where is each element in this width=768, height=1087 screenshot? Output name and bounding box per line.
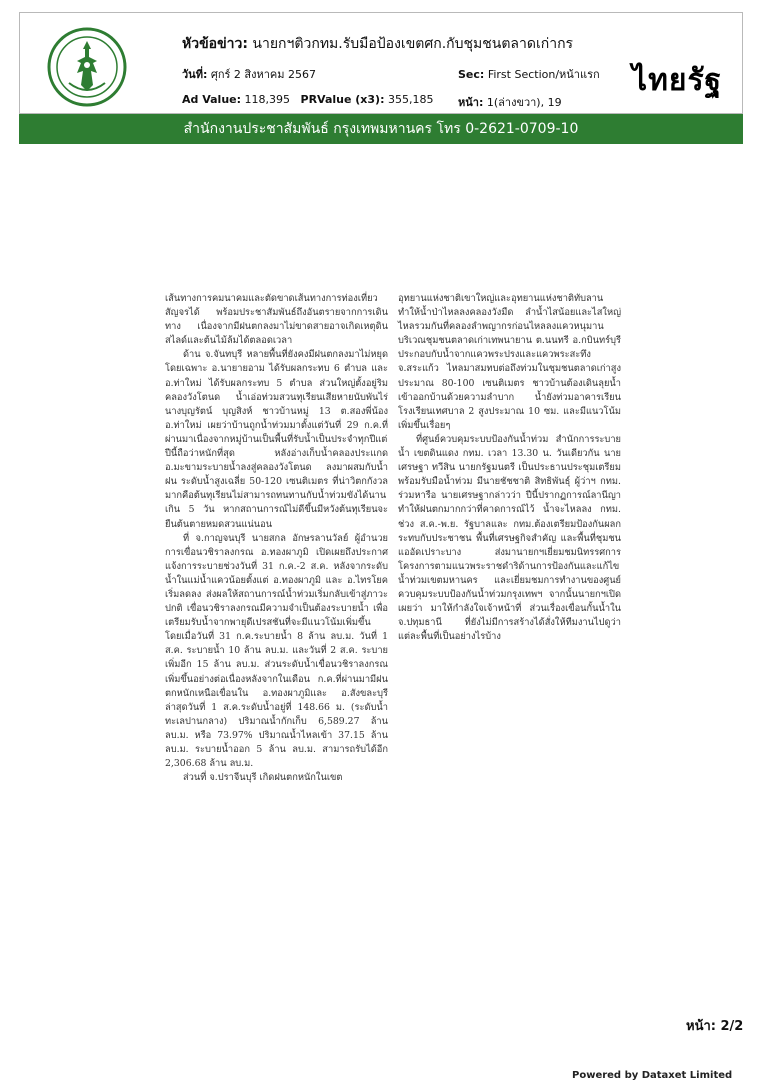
article-column-2 [398, 292, 621, 644]
section-info [458, 65, 600, 83]
article-column-1 [165, 292, 388, 785]
headline-line [182, 33, 573, 55]
thairath-masthead-logo: ไทยรัฐ [632, 63, 723, 98]
headline-text: นายกฯติวกทม.รับมือป้องเขตศก.กับชุมชนตลาดเก่ากร [252, 36, 574, 52]
section-value: First Section/หน้าแรก [487, 68, 600, 81]
article-paragraph: ที่ จ.กาญจนบุรี นายสกล อักษรลานวัลย์ ผู้อำนวยการเขื่อนวชิราลงกรณ อ.ทองผาภูมิ เปิดเผยถึงประกาศแจ้งการระบายช่วงวันที่ 31 ก.ค.-2 ส.ค. หลังจากระดับน้ำในแม่น้ำแควน้อยตั้งแต่ อ.ทองผาภูมิ และ อ.ไทรโยค เริ่มลดลง ส่งผลให้สถานการณ์น้ำท่วมเริ่มกลับเข้าสู่ภาวะปกติ เขื่อนวชิราลงกรณมีความจำเป็นต้องระบายน้ำ เพื่อเตรียมรับน้ำจากพายุดีเปรสชันที่จะมีแนวโน้มเพิ่มขึ้น โดยเมื่อวันที่ 31 ก.ค.ระบายน้ำ 8 ล้าน ลบ.ม. วันที่ 1 ส.ค. ระบายน้ำ 10 ล้าน ลบ.ม. และวันที่ 2 ส.ค. ระบายเพิ่มอีก 15 ล้าน ลบ.ม. ส่วนระดับน้ำเขื่อนวชิราลงกรณเพิ่มขึ้นอย่างต่อเนื่องหลังจากในเดือน ก.ค.ที่ผ่านมามีฝนตกหนักเหนือเขื่อนใน อ.ทองผาภูมิและ อ.สังขละบุรี ล่าสุดวันที่ 1 ส.ค.ระดับน้ำอยู่ที่ 148.66 ม. (ระดับน้ำทะเลปานกลาง) ปริมาณน้ำกักเก็บ 6,589.27 ล้าน ลบ.ม. หรือ 73.97% ปริมาณน้ำไหลเข้า 37.15 ล้าน ลบ.ม. ระบายน้ำออก 5 ล้าน ลบ.ม. สามารถรับได้อีก 2,306.68 ล้าน ลบ.ม. [165, 532, 388, 770]
ad-value: 118,395 [244, 93, 291, 106]
article-paragraph: ด้าน จ.จันทบุรี หลายพื้นที่ยังคงมีฝนตกลงมาไม่หยุด โดยเฉพาะ อ.นายายอาม ได้รับผลกระทบ 6 ตำบล และ อ.ท่าใหม่ ได้รับผลกระทบ 5 ตำบล ส่วนใหญ่ตั้งอยู่ริมคลองวังโตนด น้ำเอ่อท่วมสวนทุเรียนเสียหายนับพันไร่ นางบุญรัตน์ บุญสิงห์ ชาวบ้านหมู่ 13 ต.สองพี่น้อง อ.ท่าใหม่ เผยว่าบ้านถูกน้ำท่วมมาตั้งแต่วันที่ 29 ก.ค.ที่ผ่านมาเนื่องจากหมู่บ้านเป็นพื้นที่รับน้ำเป็นประจำทุกปีแต่ปีนี้ถือว่าหนักที่สุด หลังอ่างเก็บน้ำคลองประแกด อ.มะขามระบายน้ำลงสู่คลองวังโตนด ลงมาผสมกับน้ำฝน ระดับน้ำสูงเฉลี่ย 50-120 เซนติเมตร ที่น่าวิตกกังวลมากคือต้นทุเรียนไม่สามารถทนทานกับน้ำท่วมขังได้นานเกิน 5 วัน หากสถานการณ์ไม่ดีขึ้นมีหวังต้นทุเรียนจะยืนต้นตายหมดสวนแน่นอน [165, 349, 388, 530]
pr-value-label: PRValue (x3): [300, 93, 385, 106]
news-clip-header [19, 12, 743, 114]
powered-by: Powered by Dataxet Limited [572, 1070, 733, 1081]
headline-label: หัวข้อข่าว: [182, 36, 248, 52]
date-line [182, 65, 600, 83]
article-paragraph: เส้นทางการคมนาคมและตัดขาดเส้นทางการท่องเที่ยว สัญจรได้ พร้อมประชาสัมพันธ์ถึงอันตรายจากการเดินทาง เนื่องจากมีฝนตกลงมาไม่ขาดสายอาจเกิดเหตุดินสไลด์และต้นไม้ล้มได้ตลอดเวลา [165, 293, 388, 347]
page-label: หน้า: [458, 96, 484, 109]
page-value: 1(ล่างขวา), 19 [486, 96, 562, 109]
date-value: ศุกร์ 2 สิงหาคม 2567 [210, 68, 317, 81]
page-info [458, 93, 562, 111]
ad-value-label: Ad Value: [182, 93, 242, 106]
article-paragraph: ที่ศูนย์ควบคุมระบบป้องกันน้ำท่วม สำนักการระบายน้ำ เขตดินแดง กทม. เวลา 13.30 น. วันเดียวกัน นายเศรษฐา ทวีสิน นายกรัฐมนตรี เป็นประธานประชุมเตรียมพร้อมรับมือน้ำท่วม มีนายชัชชาติ สิทธิพันธุ์ ผู้ว่าฯ กทม. ร่วมหารือ นายเศรษฐากล่าวว่า ปีนี้ปรากฏการณ์ลานีญาทำให้ฝนตกมากกว่าที่คาดการณ์ไว้ น้ำจะไหลลง กทม. ช่วง ส.ค.-พ.ย. รัฐบาลและ กทม.ต้องเตรียมป้องกันผลกระทบกับประชาชน พื้นที่เศรษฐกิจสำคัญ และพื้นที่ชุมชน แออัดเปราะบาง ส่งมานายกฯเยี่ยมชมนิทรรศการโครงการตามแนวพระราชดำริด้านการป้องกันและแก้ไขน้ำท่วมเขตมหานคร และเยี่ยมชมการทำงานของศูนย์ควบคุมระบบป้องกันน้ำท่วมกรุงเทพฯ จากนั้นนายกฯเปิดเผยว่า มาให้กำลังใจเจ้าหน้าที่ ส่วนเรื่องเขื่อนกั้นน้ำใน จ.ปทุมธานี ที่ยังไม่มีการสร้างได้สั่งให้ทีมงานไปดูว่าแต่ละพื้นที่เป็นอย่างไรบ้าง [398, 433, 621, 643]
value-line [182, 93, 562, 109]
date-label: วันที่: [182, 68, 208, 81]
pr-office-band: สำนักงานประชาสัมพันธ์ กรุงเทพมหานคร โทร 0-2621-0709-10 [19, 114, 743, 144]
bma-seal-logo [47, 27, 127, 107]
page-number: หน้า: 2/2 [686, 1019, 744, 1034]
article-paragraph: อุทยานแห่งชาติเขาใหญ่และอุทยานแห่งชาติทับลาน ทำให้น้ำป่าไหลลงคลองวังมืด ลำน้ำไสน้อยและไสใหญ่ไหลรวมกันที่คลองลำพญากรก่อนไหลลงแควหนุมานบริเวณชุมชนตลาดเก่าเทพนายาน ต.นนทรี อ.กบินทร์บุรี ประกอบกับน้ำจากแควพระปรงและแควพระสะทึง จ.สระแก้ว ไหลมาสมทบต่อถึงท่วมในชุมชนตลาดเก่าสูงประมาณ 80-100 เซนติเมตร ชาวบ้านต้องเดินลุยน้ำเข้าออกบ้านด้วยความลำบาก น้ำยังท่วมอาคารเรียนโรงเรียนเทศบาล 2 สูงประมาณ 10 ซม. และมีแนวโน้มเพิ่มขึ้นเรื่อยๆ [398, 293, 621, 431]
article-paragraph: ส่วนที่ จ.ปราจีนบุรี เกิดฝนตกหนักในเขต [183, 772, 343, 784]
section-label: Sec: [458, 68, 485, 81]
pr-value: 355,185 [387, 93, 434, 106]
